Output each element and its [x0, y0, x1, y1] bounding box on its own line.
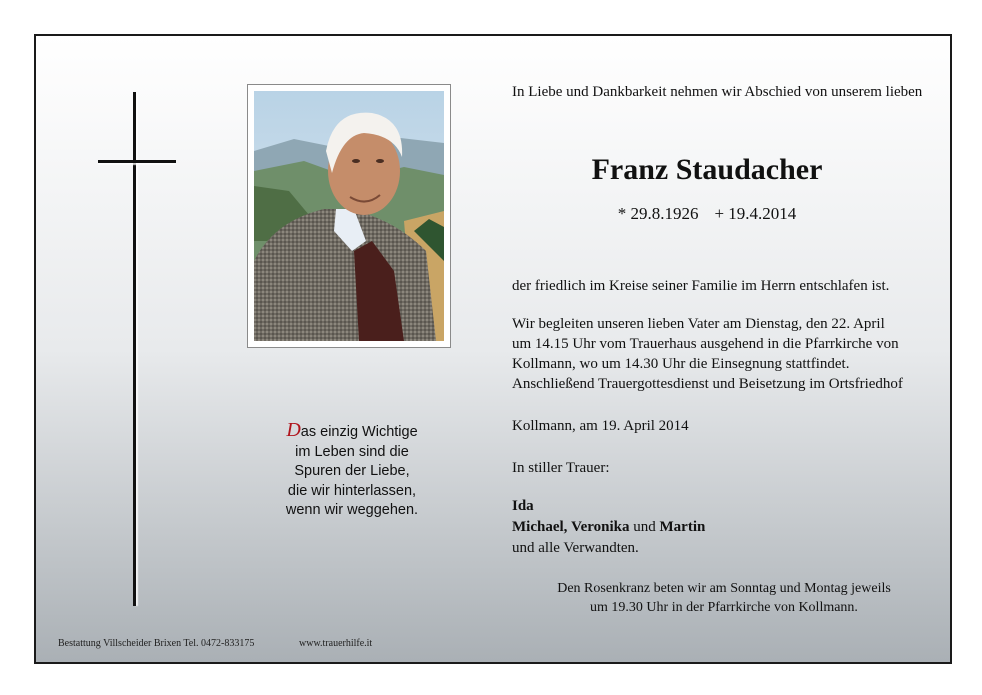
- death-date: + 19.4.2014: [714, 204, 797, 223]
- family-member-veronika: Veronika: [571, 519, 630, 535]
- place-and-date: Kollmann, am 19. April 2014: [512, 418, 689, 434]
- portrait-photo: [247, 84, 451, 348]
- rosary-notice: [512, 579, 936, 617]
- memorial-quote: [252, 421, 452, 521]
- funeral-line-4: Anschließend Trauergottesdienst und Beisetzung im Ortsfriedhof: [512, 376, 903, 392]
- family-conjunction: und: [633, 519, 656, 535]
- footer-website: www.trauerhilfe.it: [299, 638, 373, 649]
- cross-vertical-bar: [133, 92, 136, 606]
- family-member-martin: Martin: [659, 519, 706, 535]
- quote-line-1: as einzig Wichtige: [300, 424, 418, 440]
- funeral-details: [512, 314, 947, 394]
- mourning-heading: In stiller Trauer:: [512, 460, 610, 476]
- life-dates: [512, 204, 902, 224]
- portrait-image: [254, 91, 444, 341]
- cross-horizontal-bar: [98, 160, 176, 163]
- birth-date: * 29.8.1926: [617, 204, 699, 223]
- obituary-card: [34, 34, 952, 664]
- quote-initial: D: [286, 419, 301, 441]
- footer-company: Bestattung Villscheider Brixen Tel. 0472-833175: [58, 638, 255, 649]
- family-list: [512, 496, 705, 559]
- quote-line-4: die wir hinterlassen,: [287, 482, 417, 499]
- quote-line-3: Spuren der Liebe,: [294, 463, 410, 479]
- rosary-line-1: Den Rosenkranz beten wir am Sonntag und Montag jeweils: [557, 581, 891, 596]
- intro-text: In Liebe und Dankbarkeit nehmen wir Abschied von unserem lieben: [512, 84, 923, 100]
- family-relatives: und alle Verwandten.: [512, 540, 639, 556]
- family-member-ida: Ida: [512, 498, 534, 514]
- funeral-line-2: um 14.15 Uhr vom Trauerhaus ausgehend in die Pfarrkirche von: [512, 336, 899, 352]
- passing-text: der friedlich im Kreise seiner Familie im Herrn entschlafen ist.: [512, 278, 890, 294]
- quote-line-2: im Leben sind die: [295, 443, 409, 460]
- family-member-michael: Michael,: [512, 519, 568, 535]
- funeral-line-1: Wir begleiten unseren lieben Vater am Dienstag, den 22. April: [512, 316, 885, 332]
- quote-line-5: wenn wir weggehen.: [285, 502, 419, 518]
- funeral-line-3: Kollmann, wo um 14.30 Uhr die Einsegnung stattfindet.: [512, 356, 850, 372]
- deceased-name: Franz Staudacher: [591, 153, 823, 186]
- rosary-line-2: um 19.30 Uhr in der Pfarrkirche von Kollmann.: [590, 600, 858, 615]
